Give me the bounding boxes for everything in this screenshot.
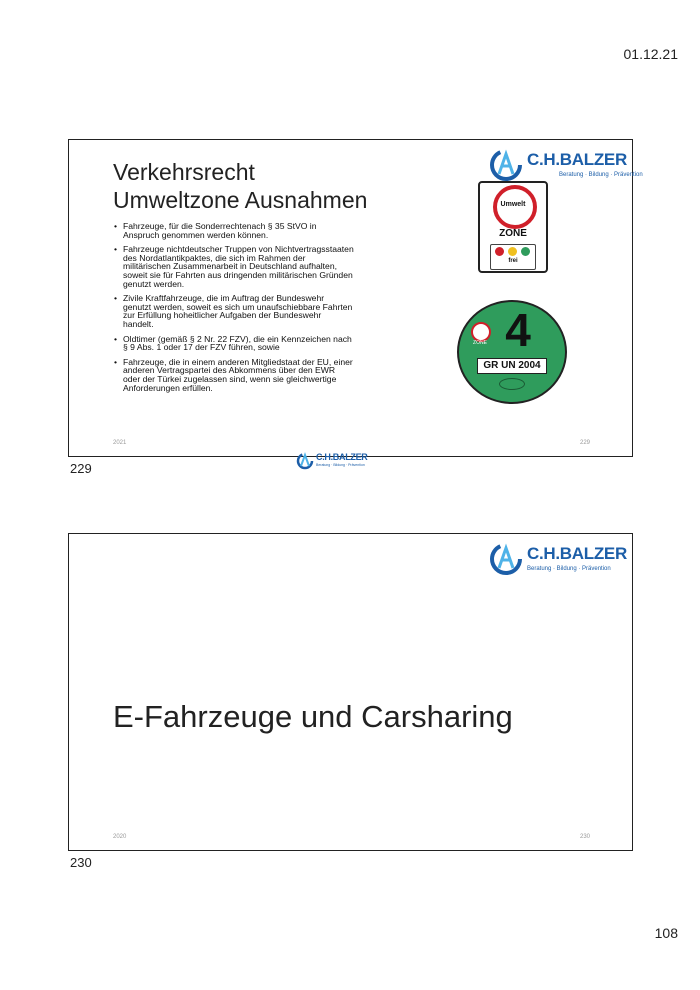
green-dot-icon <box>521 247 530 256</box>
brand-name: C.H.BALZER <box>527 544 627 563</box>
brand-logo <box>489 148 643 184</box>
sticker-plate: GR UN 2004 <box>477 358 547 374</box>
slide-229 <box>68 139 643 467</box>
umweltzone-subplate <box>490 244 536 270</box>
slide-footer-year: 2021 <box>113 440 127 446</box>
footer-brand-name: C.H.BALZER <box>316 452 368 462</box>
slide-footer-number: 230 <box>579 834 590 840</box>
brand-tagline: Beratung · Bildung · Prävention <box>559 172 643 178</box>
brand-name: C.H.BALZER <box>527 150 627 169</box>
bullet-item: • Fahrzeuge nichtdeutscher Truppen von Nichtvertragsstaaten des Nordatlantikpaktes, die sich im Rahmen der militärischen Zusammenarbeit in Deutschland aufhalten, soweit sie für Fahrten aus dringenden militärischen Gründen genutzt werden. <box>114 245 354 288</box>
slide-footer-year: 2020 <box>113 834 127 840</box>
sticker-seal-icon <box>499 378 525 390</box>
page-date: 01.12.21 <box>623 46 678 62</box>
brand-logo-icon <box>489 148 523 182</box>
slide-caption: 230 <box>70 855 92 870</box>
footer-brand-tagline: Beratung · Bildung · Prävention <box>316 463 365 467</box>
slide-title <box>113 158 367 214</box>
brand-logo-icon <box>489 542 523 576</box>
sticker-zone-icon <box>471 322 491 342</box>
sign-main-word: ZONE <box>499 228 527 239</box>
bullet-item: • Oldtimer (gemäß § 2 Nr. 22 FZV), die ein Kennzeichen nach § 9 Abs. 1 oder 17 der FZV führen, sowie <box>114 335 354 352</box>
slide-230 <box>68 533 633 851</box>
yellow-dot-icon <box>508 247 517 256</box>
slide-caption: 229 <box>70 461 92 476</box>
brand-logo <box>489 542 629 578</box>
sticker-number: 4 <box>505 304 531 356</box>
sticker-mini-label: ZONE <box>473 340 487 346</box>
slide-title-line-1: Verkehrsrecht <box>113 159 255 185</box>
bullet-item: • Fahrzeuge, die in einem anderen Mitgliedstaat der EU, einer anderen Vertragspartei des Abkommens über den EWR oder der Türkei zugelassen sind, wenn sie gleichwertige Anforderungen erfüllen. <box>114 358 354 392</box>
bullet-item: • Fahrzeuge, für die Sonderrechtenach § 35 StVO in Anspruch genommen werden können. <box>114 222 354 239</box>
slide-title: E-Fahrzeuge und Carsharing <box>113 699 513 734</box>
green-emission-sticker <box>457 300 567 404</box>
red-dot-icon <box>495 247 504 256</box>
sign-top-word: Umwelt <box>500 201 526 208</box>
slide-title-line-2: Umweltzone Ausnahmen <box>113 187 368 213</box>
bullet-item: • Zivile Kraftfahrzeuge, die im Auftrag der Bundeswehr genutzt werden, soweit es sich um unaufschiebbare Fahrten zur Erfüllung hoheitlicher Aufgaben der Bundeswehr handelt. <box>114 294 354 328</box>
subplate-word: frei <box>508 258 518 264</box>
page-number: 108 <box>654 925 678 941</box>
footer-logo-icon <box>296 452 314 470</box>
bullet-list <box>114 222 354 398</box>
brand-tagline: Beratung · Bildung · Prävention <box>527 566 611 572</box>
slide-footer-number: 229 <box>579 440 590 446</box>
